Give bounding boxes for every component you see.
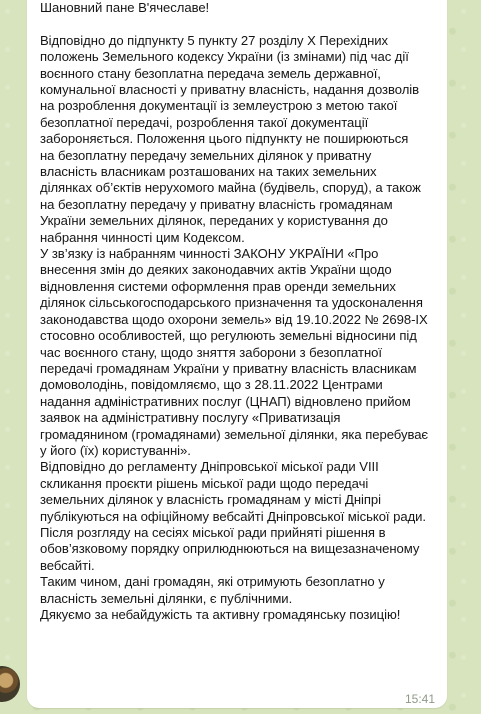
- message-line: власність власникам розташованих на таких земельних: [40, 164, 377, 180]
- message-line: власність земельні ділянки, є публічними.: [40, 590, 293, 606]
- closing-line: Дякуємо за небайдужість та активну громадянську позицію!: [40, 607, 401, 623]
- message-line: на безоплатну передачу земельних ділянок у приватну: [40, 147, 372, 163]
- message-line: Відповідно до регламенту Дніпровської міської ради VIII: [40, 459, 379, 475]
- message-line: Таким чином, дані громадян, які отримують безоплатно у: [40, 574, 385, 590]
- message-line: земельних ділянок у власність громадянам у місті Дніпрі: [40, 492, 382, 508]
- message-line: скликання проєкти рішень міської ради щодо передачі: [40, 475, 369, 491]
- message-line: публікуються на офіційному вебсайті Дніпровської міської ради.: [40, 508, 427, 524]
- message-line: громадянином (громадянами) земельної ділянки, яка перебуває: [40, 426, 429, 442]
- message-line: домоволодінь, повідомляємо, що з 28.11.2022 Центрами: [40, 377, 383, 393]
- bubble-tail: [46, 694, 60, 708]
- paragraph-law-change: [40, 246, 438, 459]
- message-line: у його (їх) користуванні».: [40, 442, 191, 458]
- message-line: на безоплатну передачу у приватну власність громадянам: [40, 196, 393, 212]
- message-line: передачі громадянам України у приватну власність власникам: [40, 360, 417, 376]
- message-line: України земельних ділянок, переданих у користування до: [40, 213, 388, 229]
- message-line: законодавства щодо охорони земель» від 19.10.2022 № 2698-IX: [40, 311, 428, 327]
- message-text: [40, 0, 438, 623]
- paragraph-land-code: [40, 33, 438, 246]
- message-line: відновлення системи оформлення прав оренди земельних: [40, 278, 396, 294]
- sender-avatar[interactable]: [0, 664, 22, 704]
- greeting-line: Шановний пане В'ячеславе!: [40, 0, 210, 15]
- message-line: У зв’язку із набранням чинності ЗАКОНУ УКРАЇНИ «Про: [40, 246, 379, 262]
- message-line: ділянок сільськогосподарського призначення та удосконалення: [40, 295, 423, 311]
- message-line: комунальної власності у приватну власність, надання дозволів: [40, 82, 420, 98]
- message-time: 15:41: [404, 692, 435, 706]
- message-line: на розроблення документації із землеустрою з метою такої: [40, 98, 398, 114]
- message-line: набрання чинності цим Кодексом.: [40, 229, 245, 245]
- blank-line: [40, 16, 438, 32]
- message-line: безоплатної передачі, розроблення такої документації: [40, 114, 369, 130]
- message-line: забороняється. Положення цього підпункту не поширюються: [40, 131, 409, 147]
- message-line: обов’язковому порядку оприлюднюються на вищезазначеному: [40, 541, 420, 557]
- paragraph-regulations: [40, 459, 438, 574]
- paragraph-conclusion: [40, 574, 438, 607]
- message-line: Відповідно до підпункту 5 пункту 27 розділу X Перехідних: [40, 32, 389, 48]
- message-line: внесення змін до деяких законодавчих актів України щодо: [40, 262, 392, 278]
- message-line: положень Земельного кодексу України (із змінами) під час дії: [40, 49, 409, 65]
- message-line: Після розгляду на сесіях міської ради прийняті рішення в: [40, 524, 386, 540]
- message-line: ділянках об’єктів нерухомого майна (будівель, споруд), а також: [40, 180, 421, 196]
- message-line: воєнного стану безоплатна передача земель державної,: [40, 65, 381, 81]
- message-line: вебсайті.: [40, 557, 95, 573]
- message-line: час воєнного стану, щодо зняття заборони з безоплатної: [40, 344, 382, 360]
- avatar-image: [0, 666, 20, 702]
- message-line: заявок на адміністративну послугу «Приватизація: [40, 410, 341, 426]
- message-line: стосовно особливостей, що регулюють земельні відносини під: [40, 328, 417, 344]
- message-line: надання адміністративних послуг (ЦНАП) відновлено прийом: [40, 393, 411, 409]
